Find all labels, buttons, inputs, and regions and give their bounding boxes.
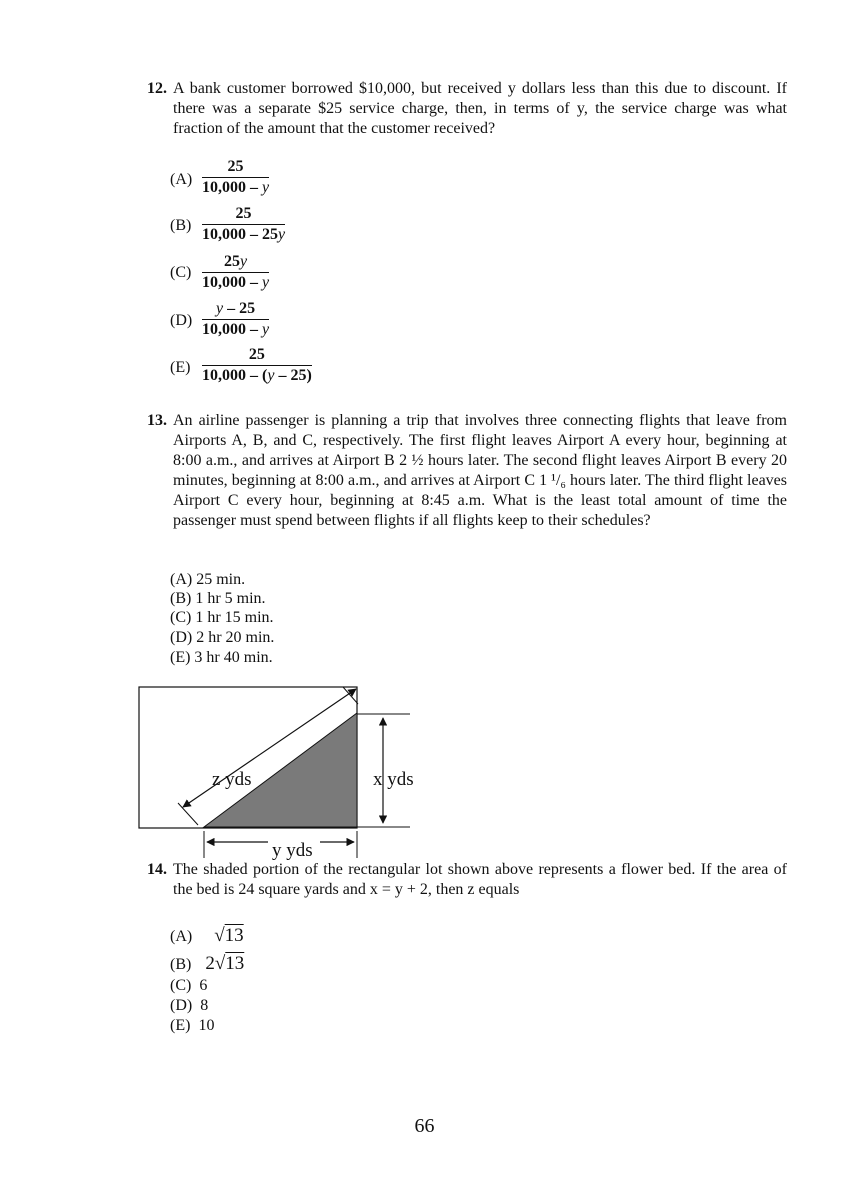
question-text: A bank customer borrowed $10,000, but received y dollars less than this due to discount. If there was a separate $25 service charge, then, in terms of y, the service charge was what fraction of the amount that the customer received? <box>173 80 787 137</box>
question-text: An airline passenger is planning a trip that involves three connecting flights that leave from Airports A, B, and C, respectively. The first flight leaves Airport A every hour, beginning at 8:00 a.m., and arrives at Airport B 2 ½ hours later. The second flight leaves Airport B every 20 minutes, beginning at 8:00 a.m., and arrives at Airport C 1 ¹/₆ hours later. The third flight leaves Airport C every hour, beginning at 8:45 a.m. What is the least total amount of time the passenger must spend between flights if all flights keep to their schedules? <box>173 412 787 529</box>
y-label: y yds <box>272 840 313 861</box>
choice-b <box>170 954 244 975</box>
question-13 <box>147 411 787 531</box>
choice-label: (E) <box>170 359 191 376</box>
fraction-numerator: 25 <box>202 157 269 178</box>
fraction-choice-a <box>202 157 269 198</box>
choice-e <box>170 1016 214 1036</box>
fraction-numerator: 25y <box>202 252 269 273</box>
choice-label: (C) <box>170 264 192 281</box>
choice-a <box>170 926 244 947</box>
choice-label: (C) <box>170 977 192 994</box>
fraction-choice-b <box>202 204 285 245</box>
question-14 <box>147 860 787 900</box>
choice-e: (E) 3 hr 40 min. <box>170 649 273 666</box>
z-label: z yds <box>212 769 252 790</box>
fraction-denominator: 10,000 – y <box>202 274 270 291</box>
radical-sign-icon: √ <box>214 953 226 974</box>
coefficient: 2 <box>205 953 215 974</box>
choice-d: (D) 2 hr 20 min. <box>170 629 275 646</box>
question-text: The shaded portion of the rectangular lot shown above represents a flower bed. If the area of the bed is 24 square yards and x = y + 2, then z equals <box>173 861 787 898</box>
question-number: 14. <box>147 861 167 878</box>
choice-label: (A) <box>170 928 193 945</box>
fraction-denominator: 10,000 – 25y <box>202 226 286 243</box>
fraction-choice-d <box>202 299 269 340</box>
question-number: 13. <box>147 412 167 429</box>
lot-figure <box>138 686 418 864</box>
choice-c <box>170 976 207 996</box>
fraction-choice-e <box>202 345 312 386</box>
choice-value: 10 <box>198 1017 215 1034</box>
fraction-numerator: 25 <box>202 204 285 225</box>
fraction-denominator: 10,000 – y <box>202 179 270 196</box>
page-number: 66 <box>414 1115 435 1137</box>
fraction-choice-c <box>202 252 269 293</box>
fraction-numerator: y – 25 <box>202 299 269 320</box>
x-label: x yds <box>373 769 414 790</box>
choice-label: (B) <box>170 217 192 234</box>
choice-label: (D) <box>170 997 193 1014</box>
radicand: 13 <box>224 925 244 946</box>
choice-b: (B) 1 hr 5 min. <box>170 590 266 607</box>
choice-label: (D) <box>170 312 193 329</box>
radicand: 13 <box>225 953 245 974</box>
fraction-denominator: 10,000 – y <box>202 321 270 338</box>
choice-d <box>170 996 208 1016</box>
choice-c: (C) 1 hr 15 min. <box>170 609 274 626</box>
choice-a: (A) 25 min. <box>170 571 246 588</box>
choice-label: (B) <box>170 956 192 973</box>
fraction-denominator: 10,000 – (y – 25) <box>202 367 312 384</box>
question-number: 12. <box>147 80 167 97</box>
radical-sign-icon: √ <box>214 925 225 946</box>
choice-label: (E) <box>170 1017 191 1034</box>
choice-value: 6 <box>199 977 208 994</box>
choice-label: (A) <box>170 171 193 188</box>
question-12 <box>147 79 787 139</box>
choice-value: 8 <box>200 997 209 1014</box>
fraction-numerator: 25 <box>202 345 312 366</box>
